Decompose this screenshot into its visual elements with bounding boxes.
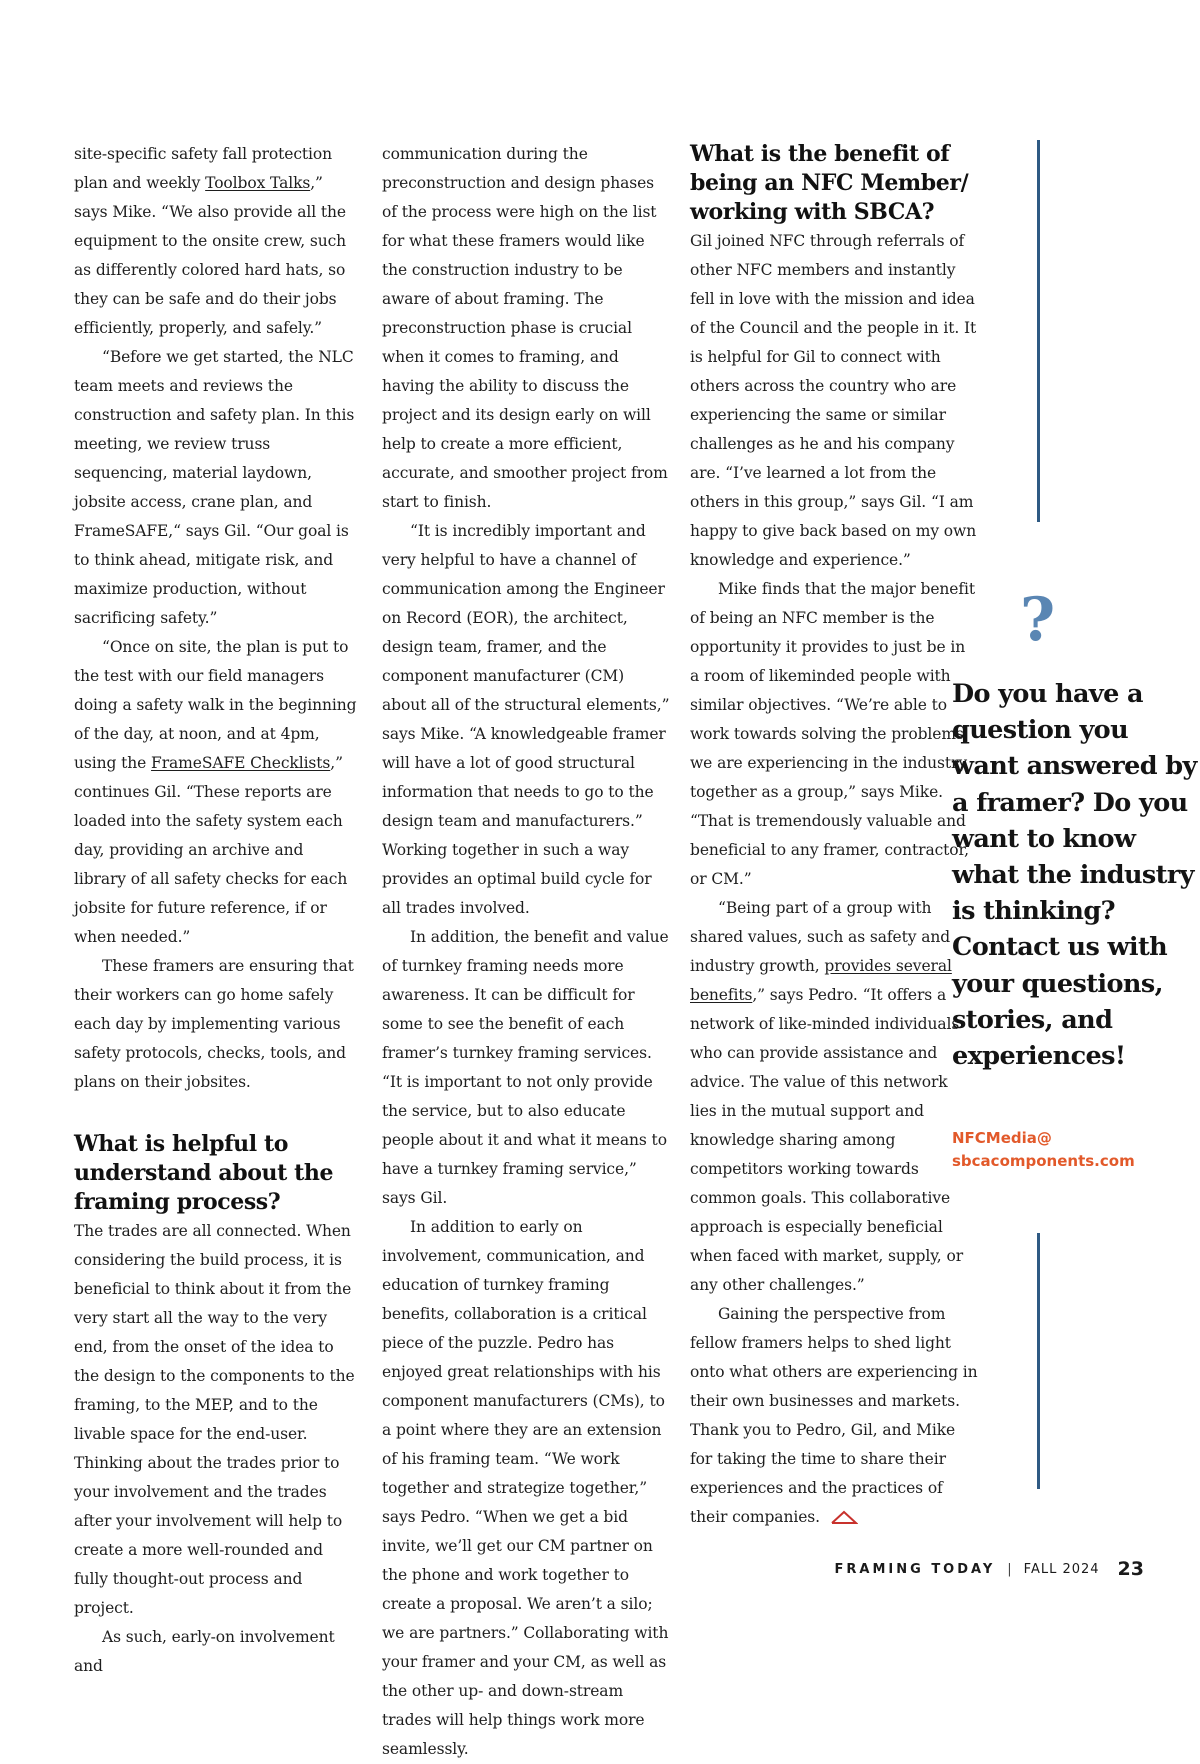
paragraph — [74, 633, 360, 952]
paragraph: Mike finds that the major benefit of being an NFC member is the opportunity it provides to just be in a room of likeminded people with similar objectives. “We’re able to work towards solving the problems we are experiencing in the industry together as a group,” says Mike. “That is tremendously valuable and beneficial to any framer, contractor, or CM.” — [690, 580, 976, 888]
page-footer — [835, 1554, 1144, 1584]
issue-label: FALL 2024 — [1023, 1561, 1100, 1577]
end-of-article-icon — [830, 1509, 858, 1525]
sidebar-rule-bottom — [1037, 1233, 1040, 1489]
paragraph: These framers are ensuring that their workers can go home safely each day by implementing various safety protocols, checks, tools, and plans on their jobsites. — [74, 957, 354, 1091]
sidebar-rule-top — [1037, 140, 1040, 522]
paragraph — [74, 140, 360, 343]
provides-several-benefits-link[interactable]: provides several benefits — [690, 957, 952, 1004]
section-heading: What is the benefit of being an NFC Member/ working with SBCA? — [690, 141, 969, 225]
contact-email-link[interactable] — [952, 1127, 1192, 1173]
paragraph: In addition, the benefit and value of turnkey framing needs more awareness. It can be difficult for some to see the benefit of each framer’s turnkey framing services. “It is important to not only provide the service, but to also educate people about it and what it means to have a turnkey framing service,” says Gil. — [382, 928, 669, 1207]
toolbox-talks-link[interactable]: Toolbox Talks — [205, 174, 311, 192]
article-column-3 — [690, 140, 978, 1532]
question-mark-icon: ? — [1020, 585, 1056, 655]
text-run: “Being part of a group with shared values, such as safety and industry growth, — [690, 899, 951, 975]
article-column-1 — [74, 140, 360, 1681]
paragraph — [690, 894, 978, 1300]
sidebar-callout: Do you have a question you want answered by a framer? Do you want to know what the industry is thinking? Contact us with your questions, stories, and experiences! — [952, 679, 1197, 1072]
page-number: 23 — [1117, 1558, 1144, 1580]
text-run: Gaining the perspective from fellow framers helps to shed light onto what others are experiencing in their own businesses and markets. Thank you to Pedro, Gil, and Mike for taking the time to share their experiences and the practices of their companies. — [690, 1305, 978, 1526]
paragraph: The trades are all connected. When considering the build process, it is beneficial to think about it from the very start all the way to the very end, from the onset of the idea to the design to the components to the framing, to the MEP, and to the livable space for the end-user. Thinking about the trades prior to your involvement and the trades after your involvement will help to create a more well-rounded and fully thought-out process and project. — [74, 1222, 355, 1617]
paragraph: “Before we get started, the NLC team meets and reviews the construction and safety plan. In this meeting, we review truss sequencing, material laydown, jobsite access, crane plan, and FrameSAFE,“ says Gil. “Our goal is to think ahead, mitigate risk, and maximize production, without sacrificing safety.” — [74, 348, 355, 627]
email-part: NFCMedia@ — [952, 1129, 1052, 1147]
text-run: site-specific safety fall protection plan and weekly — [74, 145, 333, 192]
text-run: ,” says Pedro. “It offers a network of like-minded individuals who can provide assistance and advice. The value of this network lies in the mutual support and knowledge sharing among competitors working towards common goals. This collaborative approach is especially beneficial when faced with market, supply, or any other challenges.” — [690, 986, 964, 1294]
text-run: ,” continues Gil. “These reports are loaded into the safety system each day, providing an archive and library of all safety checks for each jobsite for future reference, if or when needed.” — [74, 754, 348, 946]
footer-separator: | — [1007, 1561, 1012, 1577]
article-column-2 — [382, 140, 670, 1764]
paragraph: communication during the preconstruction and design phases of the process were high on the list for what these framers would like the construction industry to be aware of about framing. The preconstruction phase is crucial when it comes to framing, and having the ability to discuss the project and its design early on will help to create a more efficient, accurate, and smoother project from start to finish. — [382, 145, 668, 511]
framesafe-checklists-link[interactable]: FrameSAFE Checklists — [151, 754, 331, 772]
paragraph: In addition to early on involvement, communication, and education of turnkey framing benefits, collaboration is a critical piece of the puzzle. Pedro has enjoyed great relationships with his component manufacturers (CMs), to a point where they are an extension of his framing team. “We work together and strategize together,” says Pedro. “When we get a bid invite, we’ll get our CM partner on the phone and work together to create a proposal. We aren’t a silo; we are partners.” Collaborating with your framer and your CM, as well as the other up- and down-stream trades will help things work more seamlessly. — [382, 1218, 669, 1758]
paragraph — [690, 1300, 978, 1532]
section-heading: What is helpful to understand about the framing process? — [74, 1131, 334, 1215]
email-part: sbcacomponents.com — [952, 1152, 1135, 1170]
paragraph: “It is incredibly important and very helpful to have a channel of communication among the Engineer on Record (EOR), the architect, design team, framer, and the component manufacturer (CM) about all of the structural elements,” says Mike. “A knowledgeable framer will have a lot of good structural information that needs to go to the design team and manufacturers.” Working together in such a way provides an optimal build cycle for all trades involved. — [382, 522, 670, 917]
magazine-title: FRAMING TODAY — [834, 1561, 996, 1577]
text-run: “Once on site, the plan is put to the test with our field managers doing a safety walk in the beginning of the day, at noon, and at 4pm, using the — [74, 638, 357, 772]
text-run: ,” says Mike. “We also provide all the equipment to the onsite crew, such as differently colored hard hats, so they can be safe and do their jobs efficiently, properly, and safely.” — [74, 174, 347, 337]
paragraph: As such, early-on involvement and — [74, 1628, 335, 1675]
paragraph: Gil joined NFC through referrals of other NFC members and instantly fell in love with the mission and idea of the Council and the people in it. It is helpful for Gil to connect with others across the country who are experiencing the same or similar challenges as he and his company are. “I’ve learned a lot from the others in this group,” says Gil. “I am happy to give back based on my own knowledge and experience.” — [690, 232, 977, 569]
